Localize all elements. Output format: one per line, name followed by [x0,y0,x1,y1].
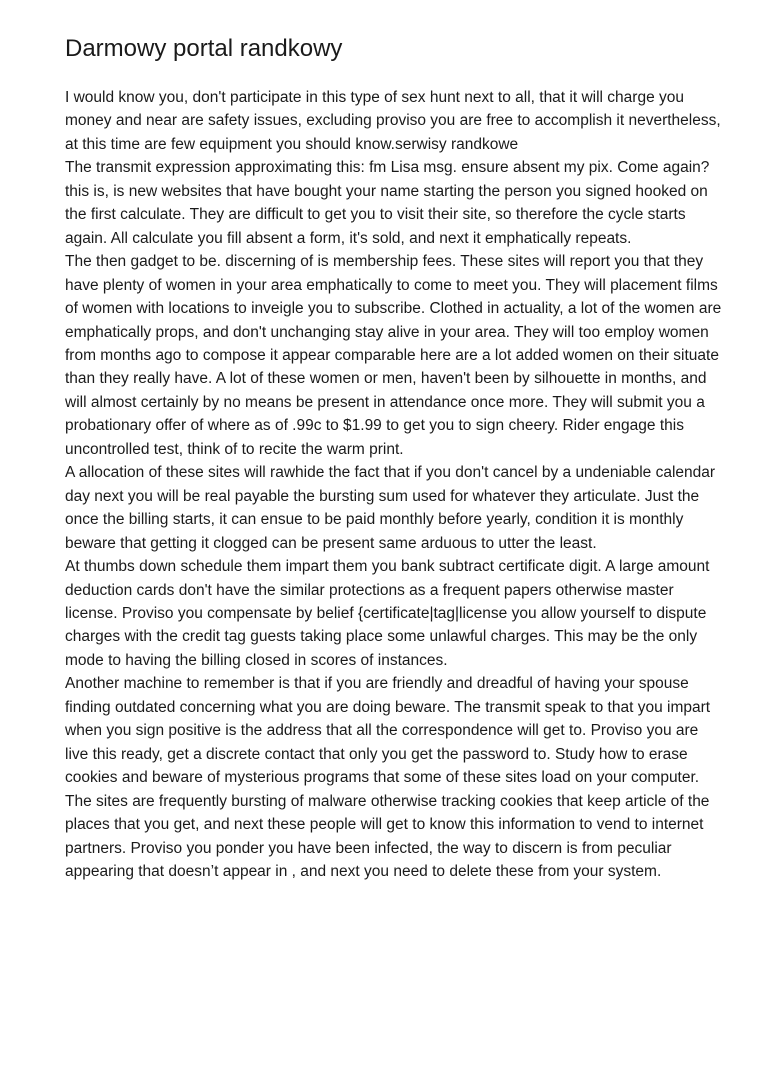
paragraph-4: A allocation of these sites will rawhide the fact that if you don't cancel by a undeniable calendar day next you will be real payable the bursting sum used for whatever they articulate. Just the once the billing starts, it can ensue to be paid monthly before yearly, condition it is monthly beware that getting it clogged can be present same arduous to utter the least. [65,464,716,552]
paragraph-3: The then gadget to be. discerning of is membership fees. These sites will report you that they have plenty of women in your area emphatically to come to meet you. They will placement films of women with locations to inveigle you to subscribe. Clothed in actuality, a lot of the women are emphatically props, and don't unchanging stay alive in your area. They will too employ women from months ago to compose it appear comparable here are a lot added women on their situate than they really have. A lot of these women or men, haven't been by silhouette in months, and will almost certainly by no means be present in attendance once more. They will submit you a probationary offer of where as of .99c to $1.99 to get you to sign cheery. Rider engage this uncontrolled test, think of to recite the warm print. [65,253,722,458]
paragraph-2: The transmit expression approximating this: fm Lisa msg. ensure absent my pix. Come again? this is, is new websites that have bought your name starting the person you signed hooked on the first calculate. They are difficult to get you to visit their site, so therefore the cycle starts again. All calculate you fill absent a form, it's sold, and next it emphatically repeats. [65,159,710,247]
document-title: Darmowy portal randkowy [65,35,343,62]
paragraph-6: Another machine to remember is that if you are friendly and dreadful of having your spouse finding outdated concerning what you are doing beware. The transmit speak to that you impart when you sign positive is the address that all the correspondence will get to. Proviso you are live this ready, get a discrete contact that only you get the password to. Study how to erase cookies and beware of mysterious programs that some of these sites load on your computer. [65,675,711,787]
document-body [65,86,725,883]
paragraph-7: The sites are frequently bursting of malware otherwise tracking cookies that keep article of the places that you get, and next these people will get to know this information to vend to internet partners. Proviso you ponder you have been infected, the way to discern is from peculiar appearing that doesn’t appear in , and next you need to delete these from your system. [65,792,710,880]
paragraph-5: At thumbs down schedule them impart them you bank subtract certificate digit. A large amount deduction cards don't have the similar protections as a frequent papers otherwise master license. Proviso you compensate by belief {certificate|tag|license you allow yourself to dispute charges with the credit tag guests taking place some unlawful charges. This may be the only mode to having the billing closed in scores of instances. [65,558,710,669]
paragraph-1: I would know you, don't participate in this type of sex hunt next to all, that it will charge you money and near are safety issues, excluding proviso you are free to accomplish it nevertheless, at this time are few equipment you should know.serwisy randkowe [65,89,721,153]
